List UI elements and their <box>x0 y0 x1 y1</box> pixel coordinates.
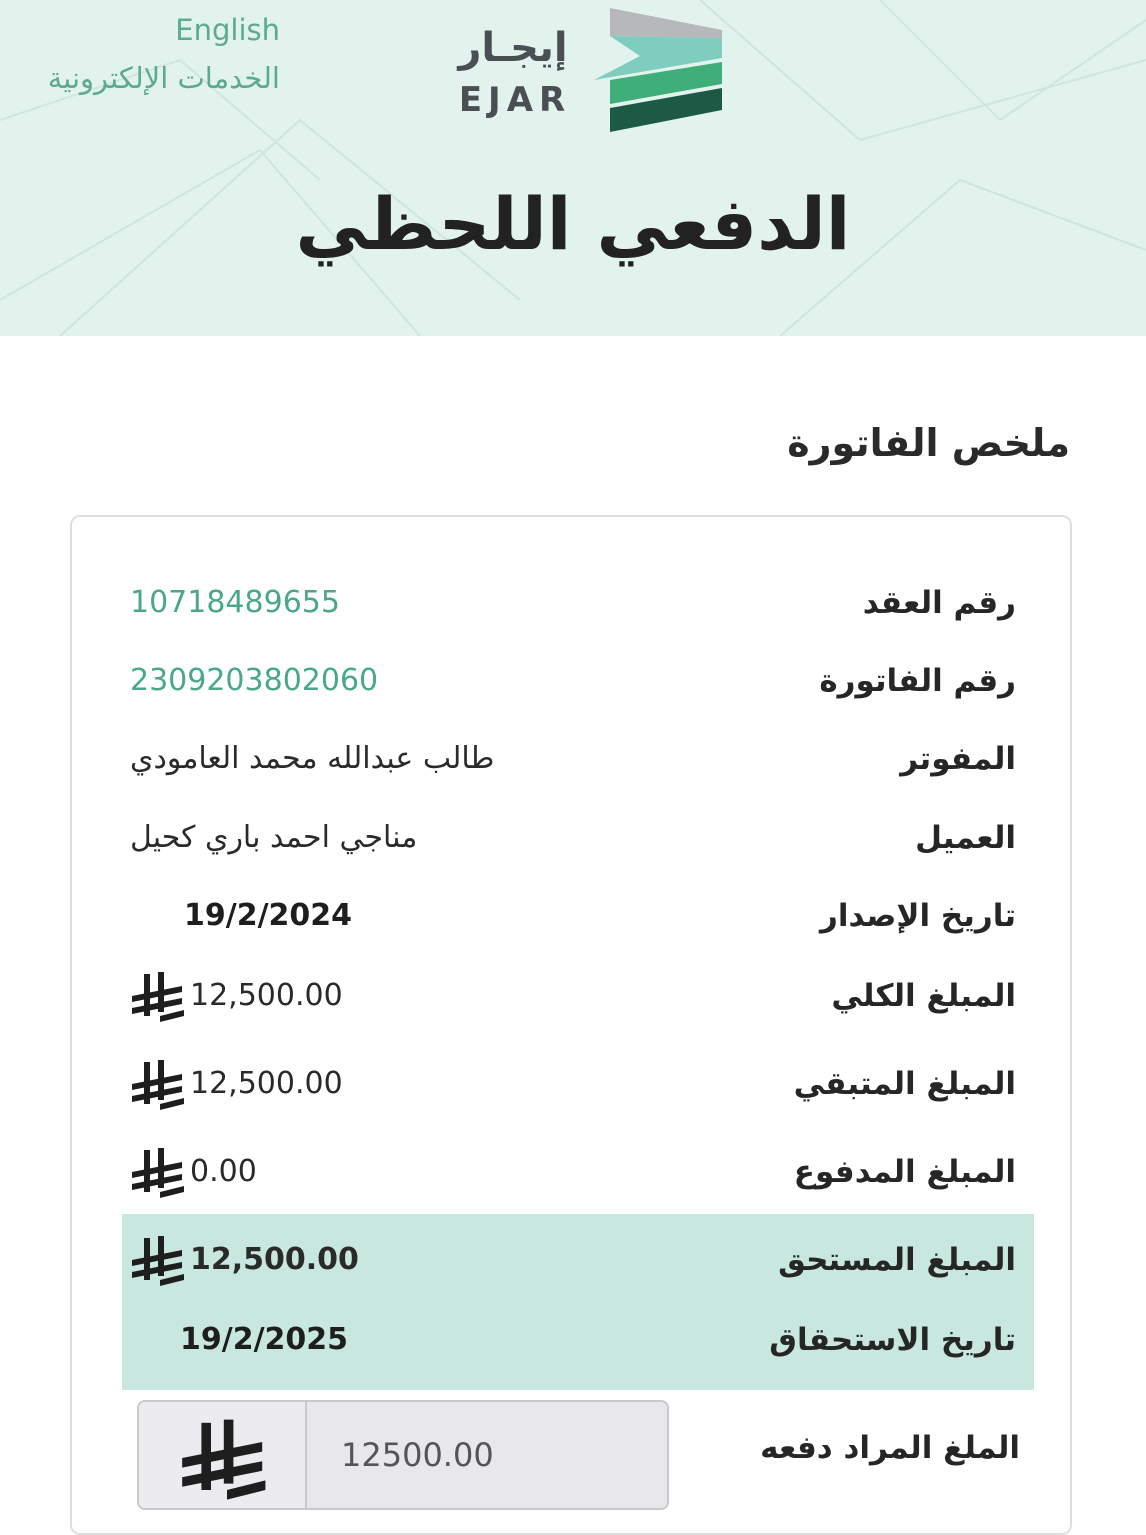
paid-amount-label: المبلغ المدفوع <box>793 1154 1016 1190</box>
logo-text-arabic: إيجـار <box>458 25 568 71</box>
contract-number-value: 10718489655 <box>130 585 340 620</box>
issue-date-value: 19/2/2024 <box>184 898 353 933</box>
row-contract-number <box>0 573 1146 633</box>
language-links <box>24 6 280 102</box>
total-amount-value <box>130 966 343 1026</box>
row-invoice-number <box>0 651 1146 711</box>
english-link[interactable]: English <box>175 13 280 47</box>
riyal-icon <box>130 1142 186 1202</box>
issue-date-label: تاريخ الإصدار <box>820 898 1016 934</box>
row-biller <box>0 729 1146 789</box>
remaining-amount-text: 12,500.00 <box>190 1066 343 1101</box>
riyal-icon <box>130 1230 186 1290</box>
ejar-logo <box>450 8 730 138</box>
riyal-icon <box>130 1054 186 1114</box>
due-amount-text: 12,500.00 <box>190 1242 359 1277</box>
riyal-icon <box>130 966 186 1026</box>
total-amount-label: المبلغ الكلي <box>831 978 1016 1014</box>
due-amount-label: المبلغ المستحق <box>778 1242 1016 1278</box>
remaining-amount-value <box>130 1054 343 1114</box>
due-amount-value <box>130 1230 359 1290</box>
payment-amount-label: الملغ المراد دفعه <box>760 1430 1020 1466</box>
row-due-amount <box>0 1230 1146 1290</box>
paid-amount-value <box>130 1142 257 1202</box>
row-remaining-amount <box>0 1054 1146 1114</box>
logo-text-english: EJAR <box>458 80 572 120</box>
ejar-logo-icon <box>590 8 726 134</box>
row-paid-amount <box>0 1142 1146 1202</box>
paid-amount-text: 0.00 <box>190 1154 257 1189</box>
invoice-number-label: رقم الفاتورة <box>819 663 1016 699</box>
header <box>0 0 1146 336</box>
row-issue-date <box>0 886 1146 946</box>
contract-number-label: رقم العقد <box>862 585 1016 621</box>
row-total-amount <box>0 966 1146 1026</box>
due-date-label: تاريخ الاستحقاق <box>769 1322 1016 1358</box>
customer-label: العميل <box>915 820 1016 856</box>
invoice-number-value: 2309203802060 <box>130 663 379 698</box>
invoice-summary-title: ملخص الفاتورة <box>787 421 1070 465</box>
total-amount-text: 12,500.00 <box>190 978 343 1013</box>
eservices-link[interactable]: الخدمات الإلكترونية <box>47 61 280 95</box>
biller-label: المفوتر <box>900 741 1016 777</box>
riyal-icon <box>139 1402 305 1510</box>
payment-amount-input[interactable] <box>307 1402 667 1508</box>
remaining-amount-label: المبلغ المتبقي <box>793 1066 1016 1102</box>
payment-amount-group <box>137 1400 669 1510</box>
due-date-value: 19/2/2025 <box>180 1322 349 1357</box>
biller-value: طالب عبدالله محمد العامودي <box>130 741 495 776</box>
customer-value: مناجي احمد باري كحيل <box>130 820 418 855</box>
page-title: الدفعي اللحظي <box>295 182 851 266</box>
currency-addon <box>139 1402 307 1510</box>
row-customer <box>0 808 1146 868</box>
row-due-date <box>0 1310 1146 1370</box>
